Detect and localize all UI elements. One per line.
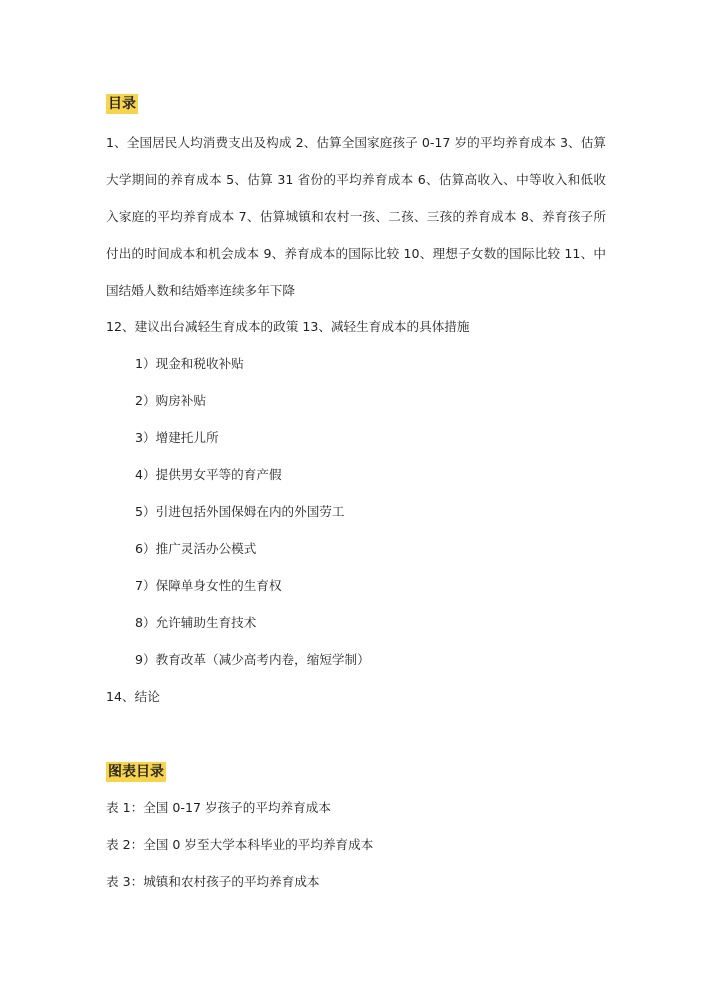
toc-subitem-1: 1）现金和税收补贴 <box>135 356 244 371</box>
toc-subitem-5: 5）引进包括外国保姆在内的外国劳工 <box>135 504 345 519</box>
toc-subitem-6: 6）推广灵活办公模式 <box>135 541 257 556</box>
figure-item-2: 表 2：全国 0 岁至大学本科毕业的平均养育成本 <box>106 837 374 852</box>
toc-subitem-9: 9）教育改革（减少高考内卷，缩短学制） <box>135 652 370 667</box>
toc-subitem-3: 3）增建托儿所 <box>135 430 219 445</box>
toc-item-14: 14、结论 <box>106 689 160 704</box>
toc-subitem-4: 4）提供男女平等的育产假 <box>135 467 282 482</box>
toc-heading: 目录 <box>108 96 136 112</box>
toc-paragraph: 1、全国居民人均消费支出及构成 2、估算全国家庭孩子 0-17 岁的平均养育成本 3、估算大学期间的养育成本 5、估算 31 省份的平均养育成本 6、估算高收入、中等收入和低收入家庭的平均养育成本 7、估算城镇和农村一孩、二孩、三孩的养育成本 8、养育孩子所付出的时间成本和机会成本 9、养育成本的国际比较 10、理想子女数的国际比较 11、中国结婚人数和结婚率连续多年下降 <box>106 135 606 298</box>
toc-subitem-8: 8）允许辅助生育技术 <box>135 615 257 630</box>
toc-item-12-13: 12、建议出台减轻生育成本的政策 13、减轻生育成本的具体措施 <box>106 319 470 334</box>
toc-subitem-7: 7）保障单身女性的生育权 <box>135 578 282 593</box>
figure-item-1: 表 1：全国 0-17 岁孩子的平均养育成本 <box>106 800 331 815</box>
figure-item-3: 表 3：城镇和农村孩子的平均养育成本 <box>106 874 320 889</box>
toc-subitem-2: 2）购房补贴 <box>135 393 206 408</box>
figures-heading: 图表目录 <box>108 764 164 780</box>
